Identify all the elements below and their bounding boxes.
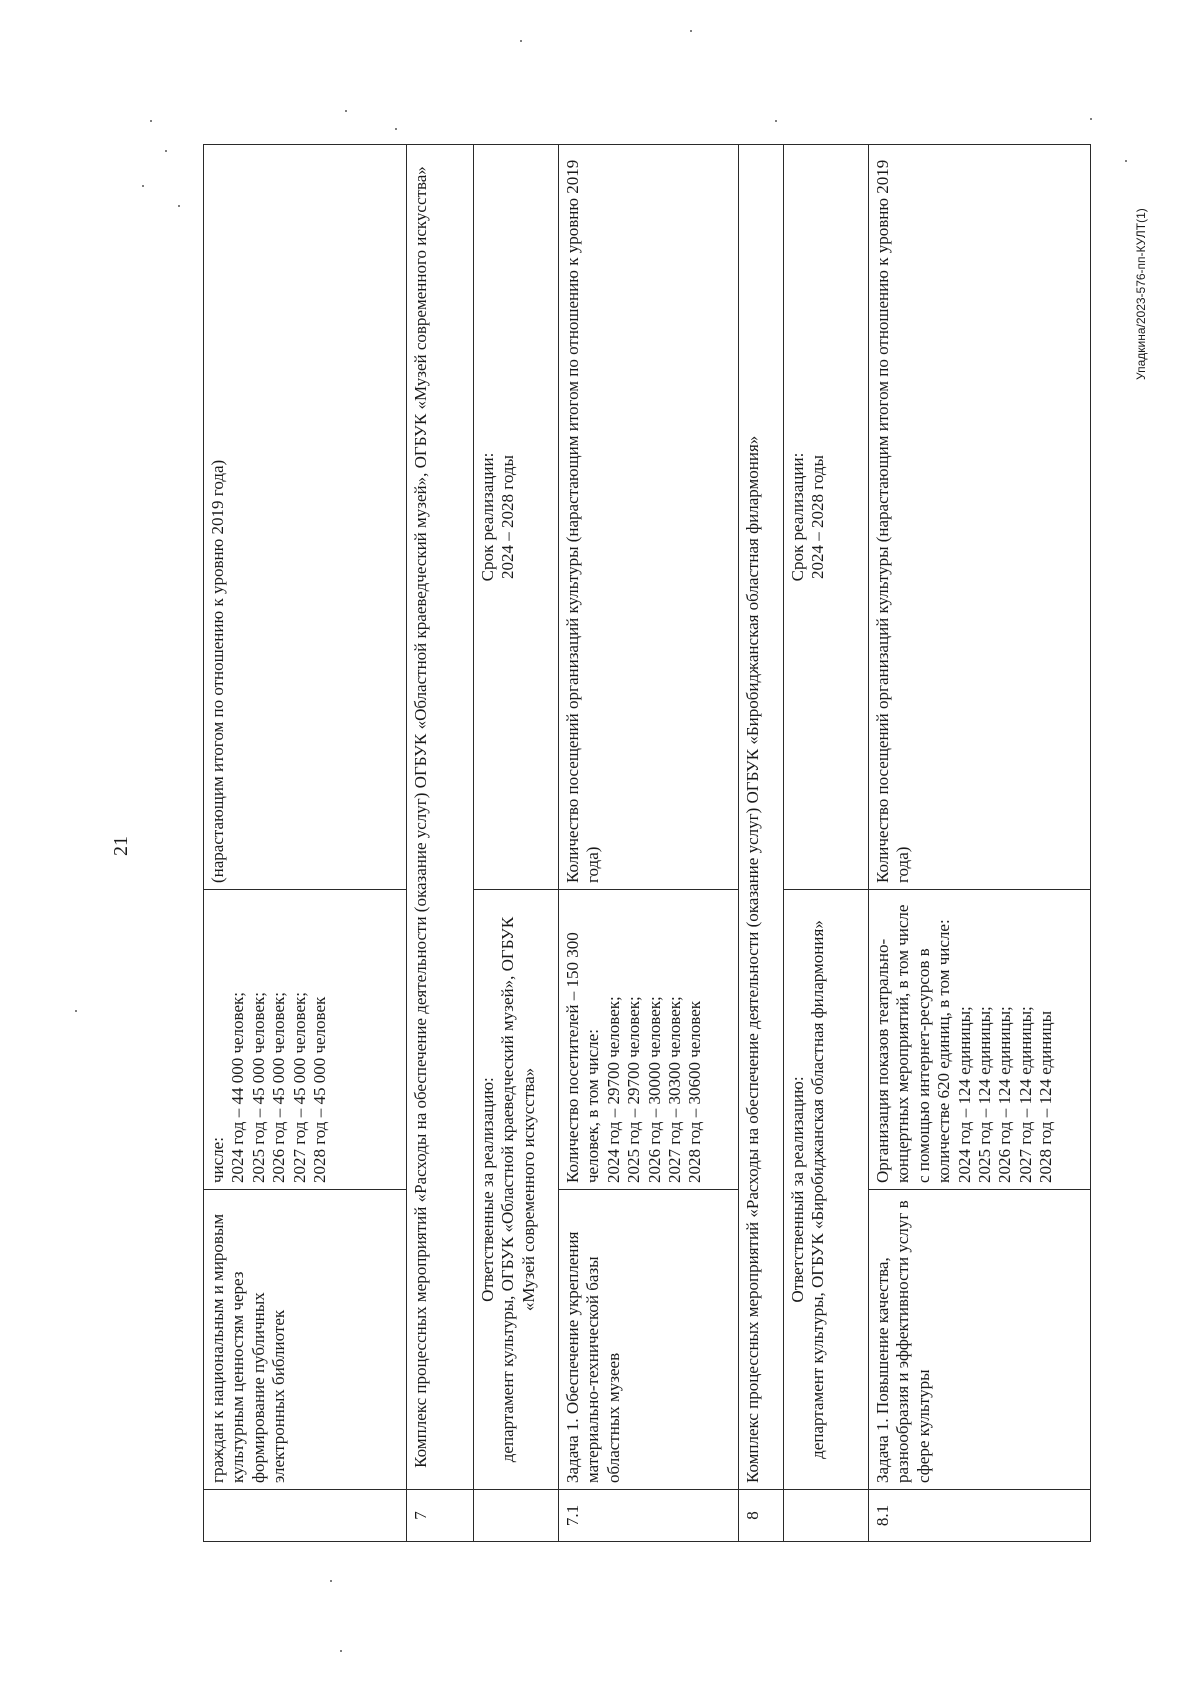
- page-number: 21: [110, 836, 132, 856]
- scan-speck: [1090, 118, 1092, 120]
- scan-speck: [150, 120, 152, 122]
- scan-speck: [165, 150, 167, 152]
- term-text: Срок реализации: 2024 – 2028 годы: [788, 452, 828, 582]
- indicator-cell: [559, 145, 739, 890]
- indicator-cell: [869, 145, 1091, 890]
- row-number: 7: [407, 1490, 474, 1542]
- row-number: 8: [739, 1490, 784, 1542]
- activity-text: числе: 2024 год – 44 000 человек; 2025 год – 45 000 человек; 2026 год – 45 000 человек; 2027 год – 45 000 человек; 2028 год – 45 000 человек: [208, 992, 329, 1183]
- activity-cell: [204, 890, 407, 1190]
- section-title-cell: [739, 145, 784, 1490]
- indicator-text: (нарастающим итогом по отношению к уровню 2019 года): [208, 459, 227, 883]
- empty-cell: [784, 1490, 869, 1542]
- program-table: [203, 144, 1091, 1542]
- scan-speck: [75, 1010, 77, 1012]
- section-title: Комплекс процессных мероприятий «Расходы на обеспечение деятельности (оказание услуг) ОГБУК «Биробиджанская областная филармония»: [743, 435, 762, 1483]
- activity-text: Количество посетителей – 150 300 человек, в том числе: 2024 год – 29700 человек; 2025 год – 29700 человек; 2026 год – 30000 человек; 2027 год – 30300 человек; 2028 год – 30600 человек: [563, 932, 705, 1183]
- section-title-cell: [407, 145, 474, 1490]
- task-cell: [559, 1190, 739, 1490]
- scan-speck: [520, 40, 522, 42]
- table-row: [559, 145, 739, 1542]
- row-number: 8.1: [869, 1490, 1091, 1542]
- activity-text: Организация показов театрально-концертных мероприятий, в том числе с помощью интернет-ресурсов в количестве 620 единиц, в том числе: 2024 год – 124 единицы; 2025 год – 124 единицы; 2026 год – 124 единицы; 2027 год – 124 единицы; 2028 год – 124 единицы: [873, 904, 1056, 1183]
- task-cell: [204, 1190, 407, 1490]
- activity-cell: [869, 890, 1091, 1190]
- term-cell: [784, 145, 869, 890]
- scan-speck: [330, 1580, 332, 1582]
- row-number: [204, 1490, 407, 1542]
- table-row: [869, 145, 1091, 1542]
- term-text: Срок реализации: 2024 – 2028 годы: [478, 452, 518, 582]
- scan-speck: [340, 1650, 342, 1652]
- table-row: [204, 145, 407, 1542]
- scan-speck: [178, 205, 180, 207]
- task-cell: [869, 1190, 1091, 1490]
- task-text: Задача 1. Обеспечение укрепления материально-технической базы областных музеев: [563, 1231, 623, 1483]
- table-row: [474, 145, 559, 1542]
- row-number: 7.1: [559, 1490, 739, 1542]
- scan-speck: [1125, 160, 1127, 162]
- table-row: [739, 145, 784, 1542]
- scan-speck: [345, 110, 347, 112]
- task-text: Задача 1. Повышение качества, разнообразия и эффективности услуг в сфере культуры: [873, 1200, 933, 1483]
- responsible-text: Ответственный за реализацию: департамент культуры, ОГБУК «Биробиджанская областная филармония»: [788, 920, 828, 1459]
- rotated-table-container: [203, 145, 1090, 1542]
- scan-speck: [775, 120, 777, 122]
- activity-cell: [559, 890, 739, 1190]
- table-row: [407, 145, 474, 1542]
- scan-speck: [395, 128, 397, 130]
- footer-document-id: Упадкина/2023-576-пп-КУЛТ(1): [1134, 208, 1148, 380]
- empty-cell: [474, 1490, 559, 1542]
- indicator-cell: [204, 145, 407, 890]
- section-title: Комплекс процессных мероприятий «Расходы на обеспечение деятельности (оказание услуг) ОГБУК «Областной краеведческий музей», ОГБУК «Музей современного искусства»: [411, 166, 430, 1468]
- responsible-cell: [784, 890, 869, 1490]
- scan-speck: [142, 185, 144, 187]
- indicator-text: Количество посещений организаций культуры (нарастающим итогом по отношению к уровню 2019 года): [563, 159, 603, 883]
- scan-speck: [690, 30, 692, 32]
- indicator-text: Количество посещений организаций культуры (нарастающим итогом по отношению к уровню 2019 года): [873, 159, 913, 883]
- term-cell: [474, 145, 559, 890]
- task-text: граждан к национальным и мировым культурным ценностям через формирование публичных электронных библиотек: [208, 1213, 289, 1483]
- responsible-cell: [474, 890, 559, 1490]
- responsible-text: Ответственные за реализацию: департамент культуры, ОГБУК «Областной краеведческий музей», ОГБУК «Музей современного искусства»: [478, 916, 538, 1463]
- table-row: [784, 145, 869, 1542]
